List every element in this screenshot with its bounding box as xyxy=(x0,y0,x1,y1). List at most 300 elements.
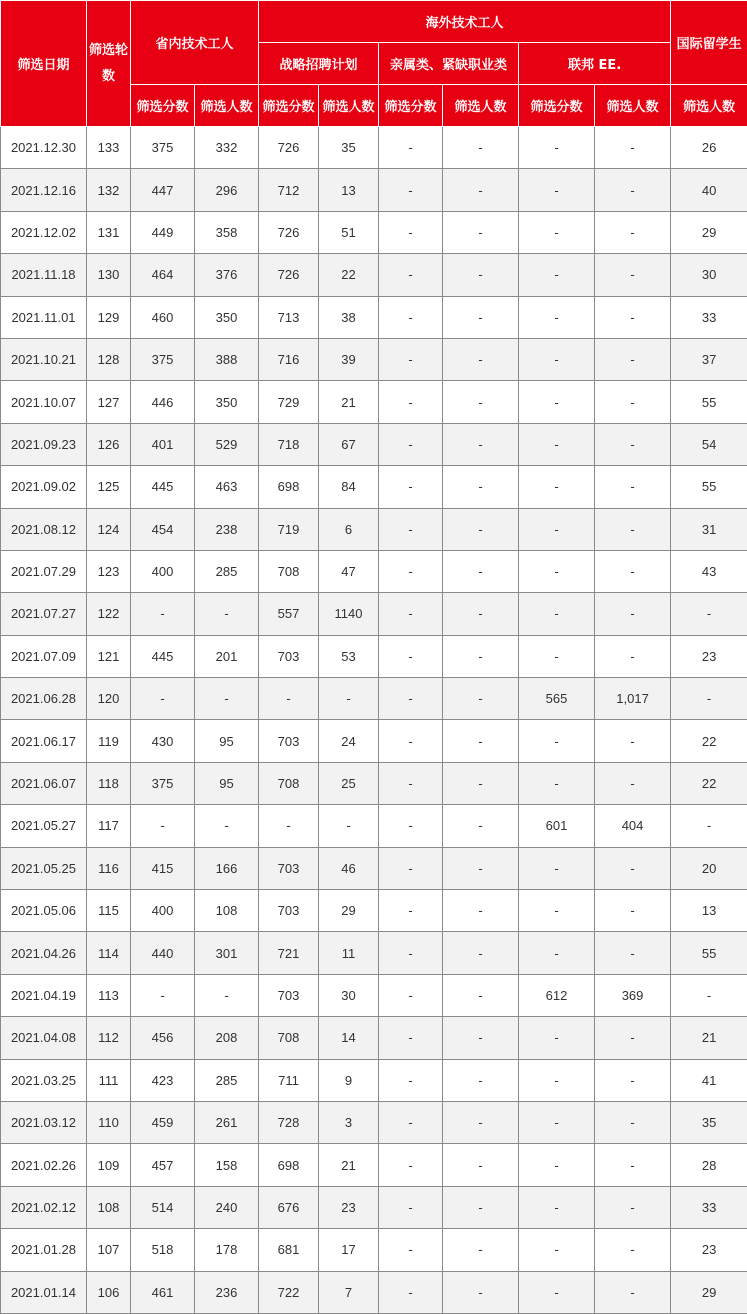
cell-strategic-count: 7 xyxy=(319,1271,379,1313)
group-header-overseas: 海外技术工人 xyxy=(259,1,671,43)
cell-round: 118 xyxy=(87,762,131,804)
cell-family-score: - xyxy=(379,466,443,508)
subgroup-header-family: 亲属类、紧缺职业类 xyxy=(379,43,519,85)
table-row xyxy=(1,169,747,211)
cell-federal-count: - xyxy=(595,593,671,635)
cell-provincial-score: 445 xyxy=(131,635,195,677)
cell-date: 2021.02.12 xyxy=(1,1186,87,1228)
table-row xyxy=(1,296,747,338)
cell-federal-score: - xyxy=(519,1101,595,1143)
cell-provincial-count: 208 xyxy=(195,1017,259,1059)
cell-provincial-count: 166 xyxy=(195,847,259,889)
cell-strategic-score: 557 xyxy=(259,593,319,635)
cell-round: 121 xyxy=(87,635,131,677)
cell-federal-score: - xyxy=(519,296,595,338)
cell-federal-score: - xyxy=(519,1144,595,1186)
cell-strategic-score: 716 xyxy=(259,338,319,380)
cell-intl-student-count: 20 xyxy=(671,847,747,889)
cell-provincial-score: - xyxy=(131,974,195,1016)
cell-family-count: - xyxy=(443,211,519,253)
cell-family-count: - xyxy=(443,550,519,592)
cell-strategic-score: - xyxy=(259,805,319,847)
cell-federal-count: - xyxy=(595,254,671,296)
cell-date: 2021.11.01 xyxy=(1,296,87,338)
cell-round: 108 xyxy=(87,1186,131,1228)
cell-intl-student-count: 23 xyxy=(671,1229,747,1271)
cell-provincial-count: 201 xyxy=(195,635,259,677)
cell-federal-score: - xyxy=(519,127,595,169)
cell-family-count: - xyxy=(443,254,519,296)
cell-strategic-count: 53 xyxy=(319,635,379,677)
cell-federal-count: - xyxy=(595,508,671,550)
cell-strategic-count: 21 xyxy=(319,1144,379,1186)
cell-date: 2021.02.26 xyxy=(1,1144,87,1186)
cell-round: 125 xyxy=(87,466,131,508)
cell-federal-score: - xyxy=(519,423,595,465)
cell-family-score: - xyxy=(379,381,443,423)
cell-federal-count: - xyxy=(595,1229,671,1271)
cell-provincial-count: 238 xyxy=(195,508,259,550)
cell-family-count: - xyxy=(443,1059,519,1101)
cell-round: 120 xyxy=(87,678,131,720)
group-header-intl-student: 国际留学生 xyxy=(671,1,747,85)
table-body xyxy=(1,127,747,1314)
cell-federal-count: - xyxy=(595,423,671,465)
cell-federal-score: 601 xyxy=(519,805,595,847)
cell-strategic-count: 13 xyxy=(319,169,379,211)
cell-federal-count: 369 xyxy=(595,974,671,1016)
cell-family-score: - xyxy=(379,550,443,592)
cell-strategic-count: 29 xyxy=(319,890,379,932)
cell-intl-student-count: 55 xyxy=(671,932,747,974)
cell-federal-count: - xyxy=(595,169,671,211)
table-row xyxy=(1,847,747,889)
table-row xyxy=(1,678,747,720)
cell-federal-score: - xyxy=(519,381,595,423)
cell-intl-student-count: - xyxy=(671,678,747,720)
cell-federal-score: - xyxy=(519,1017,595,1059)
cell-strategic-count: 30 xyxy=(319,974,379,1016)
cell-round: 123 xyxy=(87,550,131,592)
cell-strategic-score: 703 xyxy=(259,720,319,762)
cell-family-count: - xyxy=(443,932,519,974)
cell-round: 131 xyxy=(87,211,131,253)
cell-strategic-score: 722 xyxy=(259,1271,319,1313)
cell-provincial-score: 423 xyxy=(131,1059,195,1101)
cell-date: 2021.03.12 xyxy=(1,1101,87,1143)
cell-round: 106 xyxy=(87,1271,131,1313)
col-header-provincial-score: 筛选分数 xyxy=(131,85,195,127)
cell-intl-student-count: 33 xyxy=(671,296,747,338)
cell-family-score: - xyxy=(379,678,443,720)
cell-strategic-count: 6 xyxy=(319,508,379,550)
cell-family-count: - xyxy=(443,508,519,550)
cell-provincial-score: 375 xyxy=(131,127,195,169)
cell-strategic-count: 9 xyxy=(319,1059,379,1101)
cell-federal-score: - xyxy=(519,1229,595,1271)
cell-family-score: - xyxy=(379,1101,443,1143)
cell-federal-count: - xyxy=(595,466,671,508)
cell-strategic-count: 39 xyxy=(319,338,379,380)
cell-strategic-score: 726 xyxy=(259,127,319,169)
cell-family-score: - xyxy=(379,890,443,932)
cell-strategic-score: 729 xyxy=(259,381,319,423)
cell-federal-count: - xyxy=(595,127,671,169)
cell-federal-score: - xyxy=(519,169,595,211)
cell-provincial-count: 376 xyxy=(195,254,259,296)
cell-strategic-count: 35 xyxy=(319,127,379,169)
cell-family-score: - xyxy=(379,932,443,974)
cell-federal-score: - xyxy=(519,466,595,508)
cell-strategic-score: 708 xyxy=(259,762,319,804)
cell-provincial-count: 240 xyxy=(195,1186,259,1228)
cell-strategic-count: 38 xyxy=(319,296,379,338)
cell-intl-student-count: - xyxy=(671,974,747,1016)
cell-federal-count: 404 xyxy=(595,805,671,847)
cell-round: 122 xyxy=(87,593,131,635)
cell-intl-student-count: - xyxy=(671,805,747,847)
cell-date: 2021.05.25 xyxy=(1,847,87,889)
cell-federal-count: - xyxy=(595,550,671,592)
cell-intl-student-count: 33 xyxy=(671,1186,747,1228)
cell-strategic-score: 703 xyxy=(259,635,319,677)
cell-round: 126 xyxy=(87,423,131,465)
cell-provincial-count: 388 xyxy=(195,338,259,380)
cell-provincial-score: 459 xyxy=(131,1101,195,1143)
cell-family-count: - xyxy=(443,1271,519,1313)
table-row xyxy=(1,466,747,508)
cell-family-score: - xyxy=(379,169,443,211)
cell-family-count: - xyxy=(443,720,519,762)
cell-date: 2021.05.27 xyxy=(1,805,87,847)
col-header-strategic-count: 筛选人数 xyxy=(319,85,379,127)
cell-intl-student-count: 55 xyxy=(671,466,747,508)
cell-strategic-score: 703 xyxy=(259,974,319,1016)
table-row xyxy=(1,593,747,635)
cell-federal-count: - xyxy=(595,338,671,380)
cell-intl-student-count: 30 xyxy=(671,254,747,296)
table-row xyxy=(1,890,747,932)
table-row xyxy=(1,338,747,380)
cell-federal-score: - xyxy=(519,720,595,762)
col-header-round: 筛选轮数 xyxy=(87,1,131,127)
cell-date: 2021.11.18 xyxy=(1,254,87,296)
cell-family-score: - xyxy=(379,1059,443,1101)
cell-family-count: - xyxy=(443,1186,519,1228)
cell-provincial-score: 415 xyxy=(131,847,195,889)
cell-round: 110 xyxy=(87,1101,131,1143)
cell-strategic-score: 711 xyxy=(259,1059,319,1101)
cell-provincial-count: 350 xyxy=(195,296,259,338)
cell-date: 2021.10.07 xyxy=(1,381,87,423)
cell-provincial-count: 296 xyxy=(195,169,259,211)
col-header-federal-score: 筛选分数 xyxy=(519,85,595,127)
cell-provincial-score: 456 xyxy=(131,1017,195,1059)
cell-provincial-score: 518 xyxy=(131,1229,195,1271)
cell-provincial-score: - xyxy=(131,678,195,720)
cell-family-score: - xyxy=(379,762,443,804)
table-row xyxy=(1,508,747,550)
cell-round: 111 xyxy=(87,1059,131,1101)
cell-date: 2021.04.19 xyxy=(1,974,87,1016)
cell-federal-score: - xyxy=(519,550,595,592)
cell-strategic-count: 21 xyxy=(319,381,379,423)
table-header xyxy=(1,1,747,127)
col-header-strategic-score: 筛选分数 xyxy=(259,85,319,127)
cell-intl-student-count: 29 xyxy=(671,1271,747,1313)
cell-provincial-count: 236 xyxy=(195,1271,259,1313)
cell-federal-score: 565 xyxy=(519,678,595,720)
cell-provincial-count: 285 xyxy=(195,1059,259,1101)
cell-provincial-count: 178 xyxy=(195,1229,259,1271)
cell-provincial-count: - xyxy=(195,678,259,720)
cell-federal-count: - xyxy=(595,211,671,253)
cell-date: 2021.09.23 xyxy=(1,423,87,465)
cell-provincial-score: - xyxy=(131,805,195,847)
cell-intl-student-count: 28 xyxy=(671,1144,747,1186)
table-row xyxy=(1,932,747,974)
cell-family-score: - xyxy=(379,423,443,465)
cell-family-score: - xyxy=(379,720,443,762)
cell-date: 2021.06.28 xyxy=(1,678,87,720)
cell-date: 2021.08.12 xyxy=(1,508,87,550)
cell-strategic-score: 698 xyxy=(259,466,319,508)
cell-strategic-score: 708 xyxy=(259,550,319,592)
table-row xyxy=(1,974,747,1016)
cell-family-score: - xyxy=(379,635,443,677)
cell-intl-student-count: 22 xyxy=(671,762,747,804)
cell-date: 2021.01.28 xyxy=(1,1229,87,1271)
cell-federal-score: - xyxy=(519,635,595,677)
cell-family-score: - xyxy=(379,211,443,253)
cell-strategic-score: 708 xyxy=(259,1017,319,1059)
cell-provincial-score: 446 xyxy=(131,381,195,423)
cell-provincial-count: 332 xyxy=(195,127,259,169)
table-row xyxy=(1,381,747,423)
col-header-family-count: 筛选人数 xyxy=(443,85,519,127)
cell-strategic-score: 718 xyxy=(259,423,319,465)
cell-family-score: - xyxy=(379,254,443,296)
cell-family-score: - xyxy=(379,508,443,550)
cell-provincial-score: - xyxy=(131,593,195,635)
cell-provincial-score: 514 xyxy=(131,1186,195,1228)
cell-strategic-score: 698 xyxy=(259,1144,319,1186)
cell-intl-student-count: 29 xyxy=(671,211,747,253)
cell-federal-count: - xyxy=(595,381,671,423)
cell-federal-score: - xyxy=(519,508,595,550)
cell-provincial-score: 401 xyxy=(131,423,195,465)
cell-strategic-count: 1140 xyxy=(319,593,379,635)
cell-intl-student-count: 23 xyxy=(671,635,747,677)
table-row xyxy=(1,423,747,465)
cell-federal-score: - xyxy=(519,762,595,804)
cell-round: 117 xyxy=(87,805,131,847)
cell-provincial-count: 108 xyxy=(195,890,259,932)
cell-provincial-count: 158 xyxy=(195,1144,259,1186)
cell-provincial-count: 529 xyxy=(195,423,259,465)
cell-provincial-score: 375 xyxy=(131,762,195,804)
cell-family-score: - xyxy=(379,127,443,169)
cell-date: 2021.01.14 xyxy=(1,1271,87,1313)
cell-family-count: - xyxy=(443,593,519,635)
cell-intl-student-count: 26 xyxy=(671,127,747,169)
cell-strategic-count: 67 xyxy=(319,423,379,465)
cell-strategic-count: 47 xyxy=(319,550,379,592)
cell-strategic-score: 703 xyxy=(259,847,319,889)
cell-round: 129 xyxy=(87,296,131,338)
cell-intl-student-count: 55 xyxy=(671,381,747,423)
cell-family-count: - xyxy=(443,1229,519,1271)
cell-strategic-count: 14 xyxy=(319,1017,379,1059)
cell-federal-score: - xyxy=(519,1186,595,1228)
group-header-provincial: 省内技术工人 xyxy=(131,1,259,85)
cell-strategic-score: 676 xyxy=(259,1186,319,1228)
cell-date: 2021.03.25 xyxy=(1,1059,87,1101)
cell-strategic-score: 726 xyxy=(259,211,319,253)
table-row xyxy=(1,1017,747,1059)
cell-round: 133 xyxy=(87,127,131,169)
cell-family-score: - xyxy=(379,847,443,889)
cell-family-score: - xyxy=(379,1186,443,1228)
cell-round: 107 xyxy=(87,1229,131,1271)
cell-round: 114 xyxy=(87,932,131,974)
cell-date: 2021.10.21 xyxy=(1,338,87,380)
cell-family-count: - xyxy=(443,678,519,720)
table-row xyxy=(1,1229,747,1271)
table-row xyxy=(1,127,747,169)
cell-family-score: - xyxy=(379,1144,443,1186)
cell-strategic-score: 713 xyxy=(259,296,319,338)
cell-provincial-count: 261 xyxy=(195,1101,259,1143)
cell-provincial-score: 400 xyxy=(131,550,195,592)
cell-family-count: - xyxy=(443,466,519,508)
table-row xyxy=(1,254,747,296)
cell-federal-count: - xyxy=(595,762,671,804)
cell-provincial-count: - xyxy=(195,974,259,1016)
cell-provincial-count: 301 xyxy=(195,932,259,974)
cell-intl-student-count: 21 xyxy=(671,1017,747,1059)
cell-strategic-score: 703 xyxy=(259,890,319,932)
cell-provincial-count: 285 xyxy=(195,550,259,592)
cell-family-count: - xyxy=(443,805,519,847)
cell-strategic-score: 726 xyxy=(259,254,319,296)
cell-family-count: - xyxy=(443,974,519,1016)
cell-provincial-score: 461 xyxy=(131,1271,195,1313)
cell-family-count: - xyxy=(443,847,519,889)
cell-intl-student-count: 31 xyxy=(671,508,747,550)
cell-date: 2021.09.02 xyxy=(1,466,87,508)
cell-strategic-count: - xyxy=(319,805,379,847)
cell-date: 2021.07.09 xyxy=(1,635,87,677)
cell-provincial-count: 350 xyxy=(195,381,259,423)
cell-family-count: - xyxy=(443,890,519,932)
col-header-family-score: 筛选分数 xyxy=(379,85,443,127)
cell-provincial-score: 445 xyxy=(131,466,195,508)
cell-strategic-count: 24 xyxy=(319,720,379,762)
col-header-intl-student-count: 筛选人数 xyxy=(671,85,747,127)
cell-federal-score: - xyxy=(519,1271,595,1313)
cell-federal-count: - xyxy=(595,1017,671,1059)
cell-federal-count: - xyxy=(595,296,671,338)
cell-round: 127 xyxy=(87,381,131,423)
cell-provincial-score: 447 xyxy=(131,169,195,211)
cell-family-count: - xyxy=(443,423,519,465)
cell-federal-score: - xyxy=(519,932,595,974)
cell-federal-count: - xyxy=(595,1271,671,1313)
cell-family-count: - xyxy=(443,1017,519,1059)
table-row xyxy=(1,1059,747,1101)
cell-intl-student-count: 35 xyxy=(671,1101,747,1143)
table-row xyxy=(1,1101,747,1143)
cell-federal-score: - xyxy=(519,890,595,932)
cell-federal-count: - xyxy=(595,1186,671,1228)
cell-provincial-count: 95 xyxy=(195,720,259,762)
cell-family-count: - xyxy=(443,1144,519,1186)
cell-date: 2021.12.16 xyxy=(1,169,87,211)
table-row xyxy=(1,1186,747,1228)
table-row xyxy=(1,1271,747,1313)
cell-intl-student-count: 13 xyxy=(671,890,747,932)
cell-strategic-score: 712 xyxy=(259,169,319,211)
cell-round: 128 xyxy=(87,338,131,380)
cell-strategic-count: 17 xyxy=(319,1229,379,1271)
cell-provincial-score: 460 xyxy=(131,296,195,338)
cell-federal-count: - xyxy=(595,635,671,677)
cell-family-count: - xyxy=(443,381,519,423)
cell-provincial-count: 463 xyxy=(195,466,259,508)
cell-federal-score: - xyxy=(519,338,595,380)
cell-intl-student-count: 37 xyxy=(671,338,747,380)
cell-strategic-score: 728 xyxy=(259,1101,319,1143)
cell-date: 2021.06.17 xyxy=(1,720,87,762)
cell-federal-score: - xyxy=(519,847,595,889)
cell-date: 2021.04.26 xyxy=(1,932,87,974)
table-row xyxy=(1,762,747,804)
cell-date: 2021.04.08 xyxy=(1,1017,87,1059)
cell-provincial-score: 464 xyxy=(131,254,195,296)
cell-strategic-score: 721 xyxy=(259,932,319,974)
col-header-date: 筛选日期 xyxy=(1,1,87,127)
table-row xyxy=(1,720,747,762)
cell-round: 115 xyxy=(87,890,131,932)
table-row xyxy=(1,1144,747,1186)
cell-strategic-count: 22 xyxy=(319,254,379,296)
cell-strategic-count: 3 xyxy=(319,1101,379,1143)
cell-federal-count: - xyxy=(595,1144,671,1186)
subgroup-header-strategic: 战略招聘计划 xyxy=(259,43,379,85)
cell-provincial-score: 457 xyxy=(131,1144,195,1186)
cell-provincial-count: - xyxy=(195,593,259,635)
cell-federal-count: - xyxy=(595,1101,671,1143)
cell-federal-count: - xyxy=(595,890,671,932)
cell-family-count: - xyxy=(443,635,519,677)
cell-family-score: - xyxy=(379,1229,443,1271)
cell-family-count: - xyxy=(443,762,519,804)
cell-family-score: - xyxy=(379,593,443,635)
cell-strategic-count: 84 xyxy=(319,466,379,508)
cell-date: 2021.07.29 xyxy=(1,550,87,592)
cell-date: 2021.05.06 xyxy=(1,890,87,932)
cell-strategic-count: 23 xyxy=(319,1186,379,1228)
cell-intl-student-count: 43 xyxy=(671,550,747,592)
cell-family-count: - xyxy=(443,169,519,211)
cell-provincial-score: 449 xyxy=(131,211,195,253)
cell-strategic-count: 25 xyxy=(319,762,379,804)
cell-date: 2021.12.02 xyxy=(1,211,87,253)
cell-federal-score: - xyxy=(519,211,595,253)
cell-strategic-count: 46 xyxy=(319,847,379,889)
cell-round: 124 xyxy=(87,508,131,550)
